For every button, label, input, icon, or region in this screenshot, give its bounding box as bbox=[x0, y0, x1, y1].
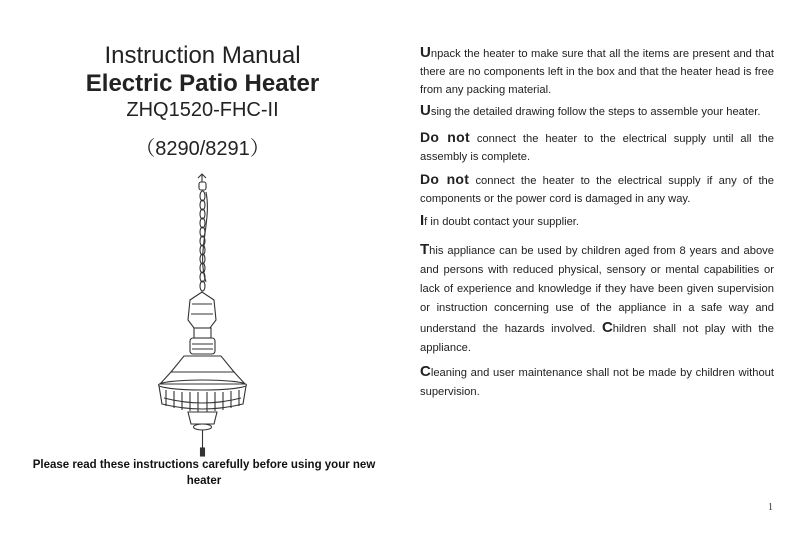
paragraph-do-not-connect-if bbox=[420, 170, 774, 208]
paragraph-text: npack the heater to make sure that all the items are present and that there are no components left in the box and that the heater head is free from any packing material. bbox=[420, 48, 774, 96]
paragraph-unpack bbox=[420, 44, 774, 99]
paragraph-text: his appliance can be used by children aged from 8 years and above and persons with reduced physical, sensory or mental capabilities or lack of experience and knowledge if they have been given supervision or instruction concerning use of the appliance in a safe way and understand the hazards involved. bbox=[420, 245, 774, 335]
page-number: 1 bbox=[768, 502, 773, 513]
manual-title: Instruction Manual bbox=[104, 42, 301, 69]
paragraph-text: connect the heater to the electrical supply until all the assembly is complete. bbox=[420, 133, 774, 163]
paragraph-text: connect the heater to the electrical supply if any of the components or the power cord is damaged in any way. bbox=[420, 175, 774, 205]
drop-letter: T bbox=[420, 241, 430, 258]
drop-letter: U bbox=[420, 44, 431, 61]
paragraph-text: sing the detailed drawing follow the steps to assemble your heater. bbox=[430, 106, 761, 118]
read-instructions-note: Please read these instructions carefully before using your new heater bbox=[32, 459, 376, 487]
model-codes: （8290/8291） bbox=[135, 138, 270, 160]
model-number: ZHQ1520-FHC-II bbox=[126, 99, 279, 121]
drop-letter: C bbox=[601, 319, 613, 336]
warning-lead: Do not bbox=[420, 129, 470, 145]
paragraph-children bbox=[420, 240, 774, 358]
paragraph-text: f in doubt contact your supplier. bbox=[424, 216, 580, 228]
paragraph-do-not-connect-until bbox=[420, 128, 774, 166]
drop-letter: U bbox=[420, 102, 431, 119]
drop-letter: C bbox=[420, 363, 431, 380]
product-name: Electric Patio Heater bbox=[85, 70, 320, 97]
paragraph-in-doubt bbox=[420, 212, 774, 231]
hanging-heater-icon bbox=[140, 172, 270, 464]
safety-instructions bbox=[420, 44, 774, 402]
paragraph-text: leaning and user maintenance shall not be made by children without supervision. bbox=[420, 367, 774, 398]
paragraph-cleaning bbox=[420, 362, 774, 402]
paragraph-assemble bbox=[420, 102, 774, 121]
warning-lead: Do not bbox=[420, 171, 470, 187]
paragraph-text: hildren shall not play with the appliance. bbox=[420, 323, 774, 354]
drop-letter: I bbox=[420, 212, 425, 229]
